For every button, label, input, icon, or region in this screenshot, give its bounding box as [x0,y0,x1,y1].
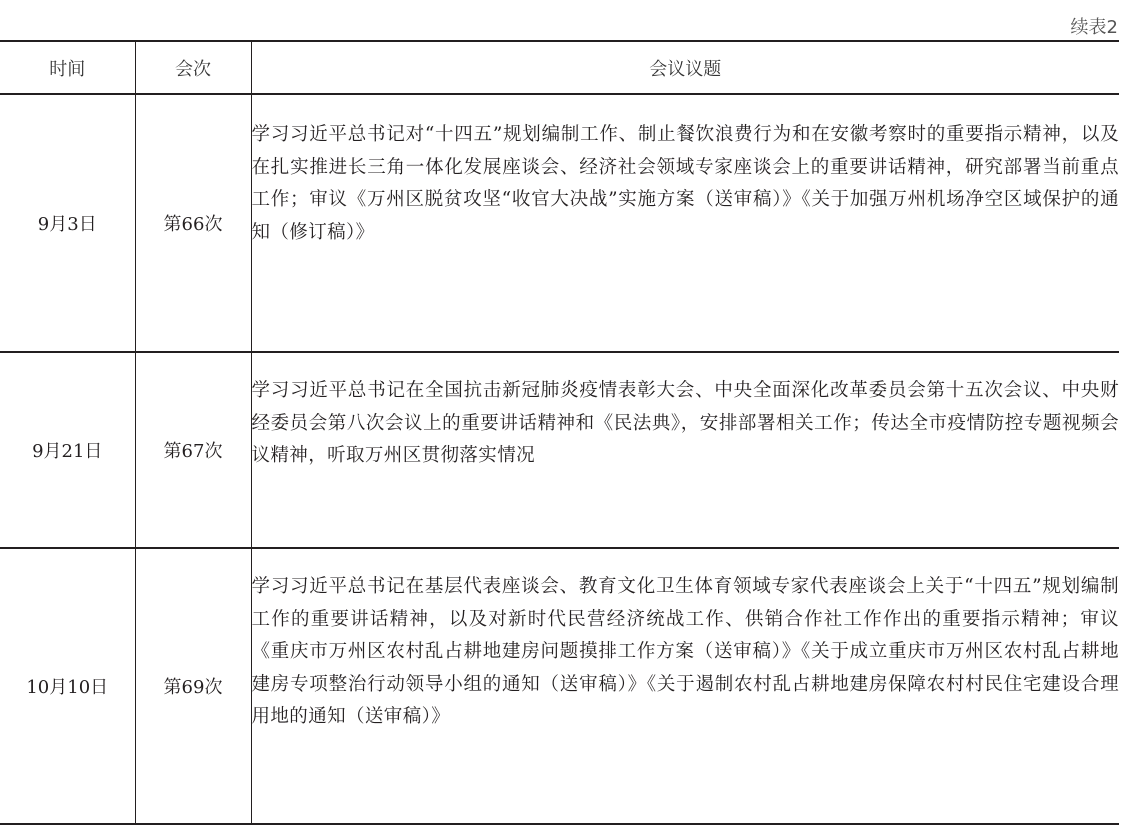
cell-topic: 学习习近平总书记在基层代表座谈会、教育文化卫生体育领域专家代表座谈会上关于“十四五”规划编制工作的重要讲话精神，以及对新时代民营经济统战工作、供销合作社工作作出的重要指示精神；审议《重庆市万州区农村乱占耕地建房问题摸排工作方案（送审稿）》《关于成立重庆市万州区农村乱占耕地建房专项整治行动领导小组的通知（送审稿）》《关于遏制农村乱占耕地建房保障农村村民住宅建设合理用地的通知（送审稿）》 [251,548,1119,824]
table-header [0,41,1119,94]
table-row [0,548,1119,824]
meeting-topics-table [0,40,1119,825]
table-row [0,94,1119,352]
header-date: 时间 [49,58,86,80]
cell-topic: 学习习近平总书记在全国抗击新冠肺炎疫情表彰大会、中央全面深化改革委员会第十五次会议、中央财经委员会第八次会议上的重要讲话精神和《民法典》，安排部署相关工作；传达全市疫情防控专题视频会议精神，听取万州区贯彻落实情况 [251,352,1119,548]
cell-date: 10月10日 [26,677,109,698]
cell-session: 第69次 [135,548,251,824]
table-caption: 续表2 [1070,17,1118,38]
table-row [0,352,1119,548]
header-session: 会次 [135,41,251,94]
table-body [0,94,1119,824]
cell-session: 第67次 [135,352,251,548]
cell-session: 第66次 [135,94,251,352]
cell-topic: 学习习近平总书记对“十四五”规划编制工作、制止餐饮浪费行为和在安徽考察时的重要指示精神，以及在扎实推进长三角一体化发展座谈会、经济社会领域专家座谈会上的重要讲话精神，研究部署当前重点工作；审议《万州区脱贫攻坚“收官大决战”实施方案（送审稿）》《关于加强万州机场净空区域保护的通知（修订稿）》 [251,94,1119,352]
header-topic: 会议议题 [251,41,1119,94]
cell-date: 9月3日 [37,214,97,235]
cell-date: 9月21日 [32,441,103,462]
header-row [0,41,1119,94]
